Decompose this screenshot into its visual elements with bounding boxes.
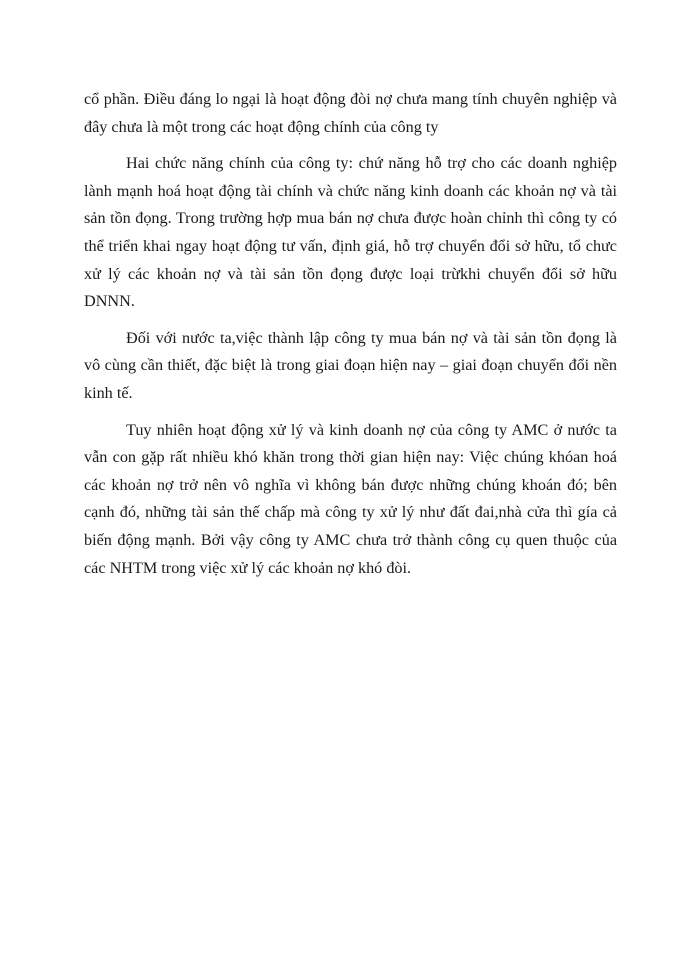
paragraph-continuation: cổ phần. Điều đáng lo ngại là hoạt động đòi nợ chưa mang tính chuyên nghiệp và đây chưa là một trong các hoạt động chính của công ty — [84, 90, 617, 136]
document-body — [84, 86, 617, 591]
paragraph-company-functions: Hai chức năng chính của công ty: chứ năng hỗ trợ cho các doanh nghiệp lành mạnh hoá hoạt động tài chính và chức năng kinh doanh các khoản nợ và tài sản tồn đọng. Trong trường hợp mua bán nợ chưa được hoàn chỉnh thì công ty có thể triển khai ngay hoạt động tư vấn, định giá, hỗ trợ chuyển đổi sở hữu, tổ chưc xử lý các khoản nợ và tài sản tồn đọng được loại trừkhi chuyển đổi sở hữu DNNN. — [84, 154, 617, 311]
paragraph-necessity: Đối với nước ta,việc thành lập công ty mua bán nợ và tài sản tồn đọng là vô cùng cần thiết, đặc biệt là trong giai đoạn hiện nay – giai đoạn chuyển đổi nền kinh tế. — [84, 328, 617, 402]
paragraph-difficulties: Tuy nhiên hoạt động xử lý và kinh doanh nợ của công ty AMC ở nước ta vẫn con gặp rất nhiều khó khăn trong thời gian hiện nay: Việc chúng khóan hoá các khoản nợ trở nên vô nghĩa vì không bán được những chúng khoán đó; bên cạnh đó, những tài sản thế chấp mà công ty xử lý như đất đai,nhà cửa thì gía cả biến động mạnh. Bởi vậy công ty AMC chưa trở thành công cụ quen thuộc của các NHTM trong việc xử lý các khoản nợ khó đòi. — [84, 420, 617, 577]
